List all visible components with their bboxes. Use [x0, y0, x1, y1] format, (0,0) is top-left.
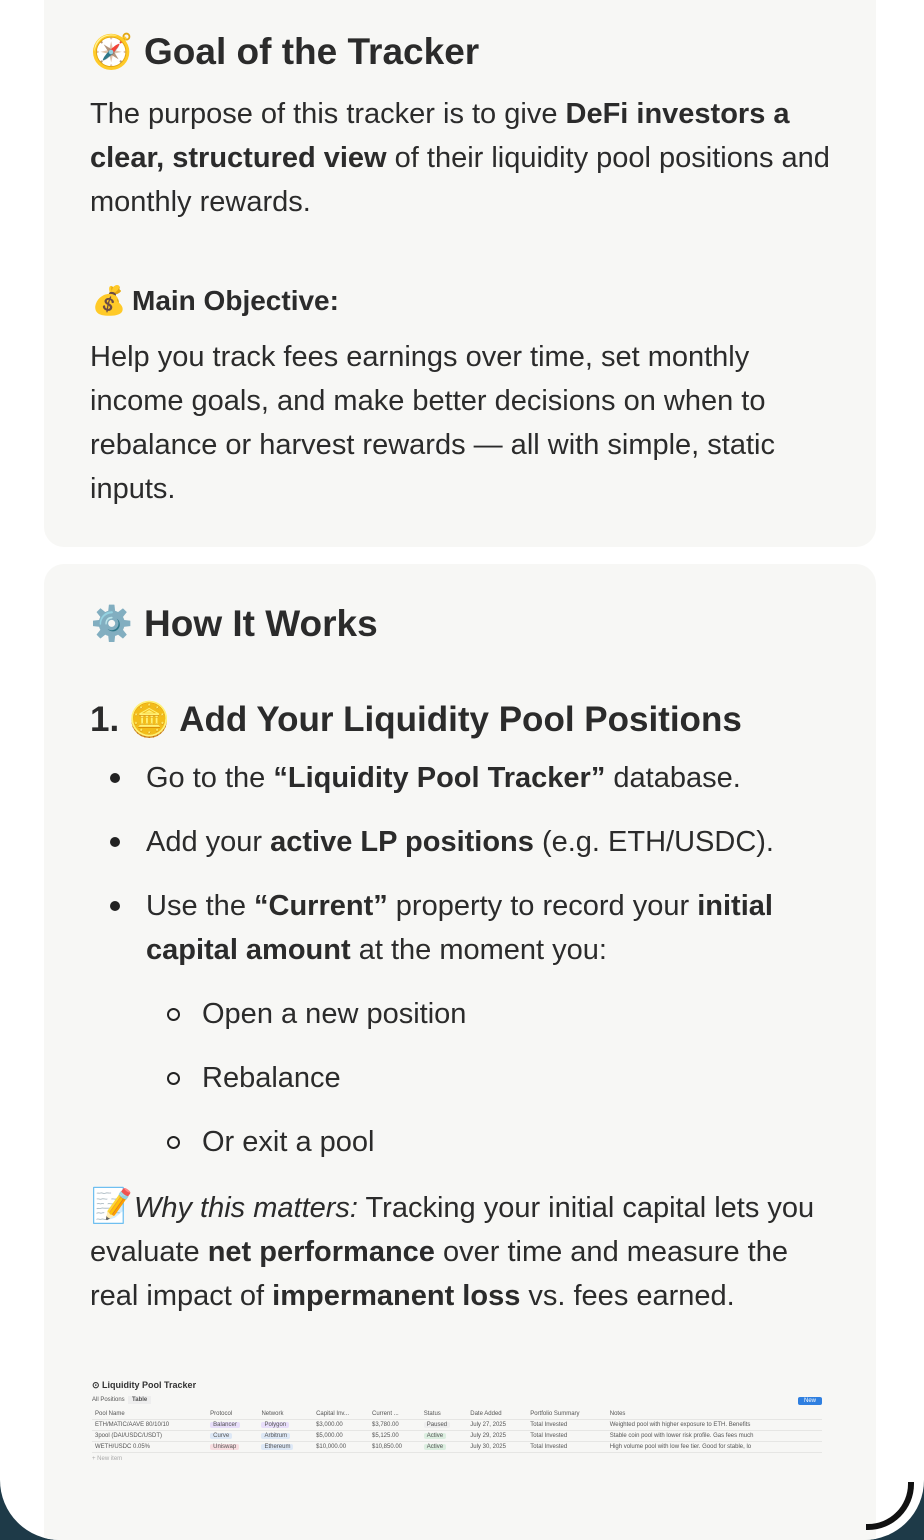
- how-it-works-callout: [44, 564, 876, 1540]
- goal-callout: [44, 0, 876, 547]
- compass-icon: 🧭: [90, 33, 134, 71]
- tracker-screenshot: [92, 1380, 822, 1490]
- goal-heading: 🧭 Goal of the Tracker: [90, 31, 480, 72]
- thumb-table: Pool Name Protocol Network Capital Inv... Current ... Status Date Added Portfolio Summary Notes ETH/MATIC/AAVE 80/10/10 Balancer Polygon $3,000.00 $3,780.00 Paused July 27, 2025 Total Invested Weighted pool with higher exposure to ETH. Benefits 3pool (DAI/USDC/USDT) Curve Arbitrum $5,000.00 $5,125.00 Active July 29, 2025 Total Invested Stable coin pool with lower risk profile. Gas fees much WETH/USDC 0.05% Uniswap Ethereum $10,000.00 $10,850.00 Active July 30, 2025 Total Invested High volume pool with low fee tier. Good for stable, lo: [92, 1409, 822, 1453]
- table-row: ETH/MATIC/AAVE 80/10/10 Balancer Polygon $3,000.00 $3,780.00 Paused July 27, 2025 Total Invested Weighted pool with higher exposure to ETH. Benefits: [92, 1420, 822, 1431]
- money-bag-icon: 💰: [91, 285, 127, 316]
- how-heading: ⚙️ How It Works: [90, 603, 378, 644]
- table-row: WETH/USDC 0.05% Uniswap Ethereum $10,000.00 $10,850.00 Active July 30, 2025 Total Invested High volume pool with low fee tier. Good for stable, lo: [92, 1442, 822, 1453]
- coin-icon: 🪙: [128, 701, 171, 739]
- gear-icon: ⚙️: [90, 605, 134, 643]
- list-item: Go to the “Liquidity Pool Tracker” database.: [90, 756, 830, 800]
- view-tab: All Positions: [92, 1397, 125, 1403]
- table-row: 3pool (DAI/USDC/USDT) Curve Arbitrum $5,000.00 $5,125.00 Active July 29, 2025 Total Invested Stable coin pool with lower risk profile. Gas fees much: [92, 1431, 822, 1442]
- objective-paragraph: Help you track fees earnings over time, set monthly income goals, and make better decisions on when to rebalance or harvest rewards — all with simple, static inputs.: [90, 341, 775, 505]
- step1-heading: 1. 🪙 Add Your Liquidity Pool Positions: [90, 700, 742, 739]
- objective-heading: 💰 Main Objective:: [91, 284, 339, 316]
- sub-list-item: Open a new position: [90, 992, 830, 1036]
- new-button: New: [798, 1397, 822, 1405]
- memo-icon: 📝: [90, 1187, 134, 1225]
- thumb-title: ⊙ Liquidity Pool Tracker: [92, 1380, 197, 1390]
- list-item: Use the “Current” property to record your initial capital amount at the moment you:: [90, 884, 830, 972]
- why-paragraph: 📝Why this matters: Tracking your initial capital lets you evaluate net performance over time and measure the real impact of impermanent loss vs. fees earned.: [90, 1184, 830, 1318]
- sub-list-item: Or exit a pool: [90, 1120, 830, 1164]
- list-item: Add your active LP positions (e.g. ETH/USDC).: [90, 820, 830, 864]
- steps-list: [90, 756, 830, 1164]
- resize-handle[interactable]: [866, 1482, 914, 1530]
- view-tab: Table: [128, 1396, 151, 1404]
- goal-paragraph: The purpose of this tracker is to give DeFi investors a clear, structured view of their liquidity pool positions and monthly rewards.: [90, 98, 830, 218]
- new-item-row: + New item: [92, 1456, 123, 1462]
- sub-list-item: Rebalance: [90, 1056, 830, 1100]
